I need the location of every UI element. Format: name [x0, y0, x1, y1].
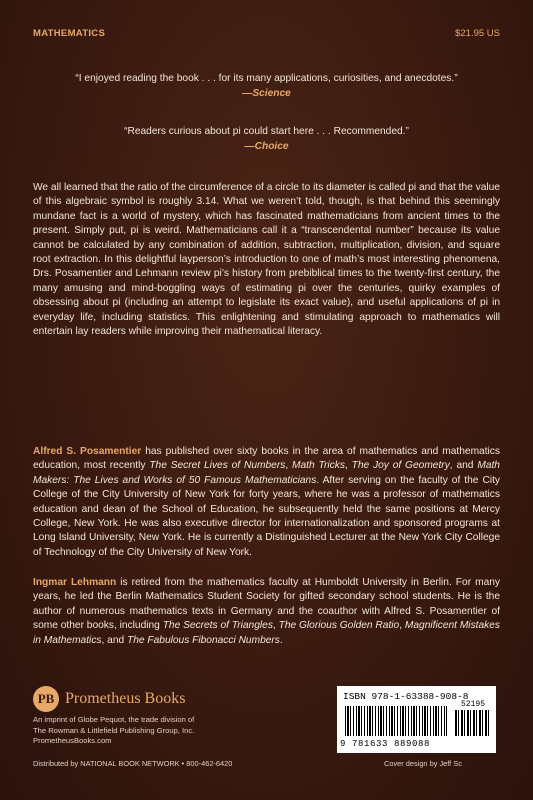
author-name: Ingmar Lehmann — [33, 577, 117, 588]
bio-text: , — [399, 620, 405, 632]
quote-source: —Science — [242, 88, 291, 99]
quote-text: “Readers curious about pi could start here . . . Recommended.” — [124, 126, 409, 137]
bio-text: , and — [449, 460, 478, 472]
book-title: The Glorious Golden Ratio — [278, 620, 400, 632]
distributor-line: Distributed by NATIONAL BOOK NETWORK • 800-462-6420 — [33, 759, 233, 768]
bio-text: is retired from the mathematics faculty at Humboldt University in Berlin. For many years, he led the Berlin Mathematics Student Society for gifted secondary school students. He is the author of numerous mathematics texts in Germany and the coauthor with Alfred S. Posamentier of some other books, including — [33, 577, 500, 632]
quote-source: —Choice — [244, 141, 289, 152]
bio-text: , — [344, 460, 352, 472]
book-title: Math Tricks — [292, 460, 345, 472]
review-quote — [33, 124, 500, 154]
book-title: The Fabulous Fibonacci Numbers — [127, 634, 280, 646]
publisher-name: Prometheus Books — [65, 690, 186, 707]
bio-text: , — [272, 620, 279, 632]
publisher-group-line: The Rowman & Littlefield Publishing Group, Inc. — [33, 725, 195, 735]
quote-text: “I enjoyed reading the book . . . for its many applications, curiosities, and anecdotes.” — [75, 73, 458, 84]
author-name: Alfred S. Posamentier — [33, 446, 142, 457]
bio-text: has published over sixty books in the area of mathematics and mathematics education, most recently — [33, 446, 500, 472]
isbn-number: ISBN 978-1-63388-908-8 — [343, 691, 469, 702]
barcode-price-code: 52195 — [461, 700, 486, 709]
book-title: The Secrets of Triangles — [162, 620, 273, 632]
author-bio-lehmann — [33, 576, 500, 648]
barcode-addon-bars — [455, 710, 489, 736]
publisher-website: PrometheusBooks.com — [33, 736, 112, 745]
book-description: We all learned that the ratio of the circumference of a circle to its diameter is called pi and that the value of this algebraic symbol is roughly 3.14. What we weren’t told, though, is that behind this seemingly mundane fact is a world of mystery, which has fascinated mathematicians from ancient times to the present. Simply put, pi is weird. Mathematicians call it a “transcendental number” because its value cannot be calculated by any combination of addition, subtraction, multiplication, division, and square root extraction. In this delightful layperson’s introduction to one of math’s most interesting phenomena, Drs. Posamentier and Lehmann review pi’s history from prebiblical times to the twenty-first century, the many amusing and mind-boggling ways of estimating pi over the centuries, quirky examples of obsessing about pi (including an attempt to legislate its exact value), and useful applications of pi in everyday life, including statistics. This enlightening and stimulating approach to mathematics will entertain lay readers while improving their mathematical literacy. — [33, 182, 500, 338]
book-title: Math Makers: The Lives and Works of 50 Famous Mathematicians — [33, 460, 500, 486]
isbn-barcode — [337, 686, 496, 753]
publisher-logo-icon: PB — [33, 686, 59, 712]
barcode-bars — [345, 706, 447, 736]
publisher-block — [33, 685, 293, 747]
cover-credit: Cover design by Jeff Sc — [384, 759, 462, 768]
book-title: Magnificent Mistakes in Mathematics — [33, 620, 501, 646]
book-title: The Secret Lives of Numbers — [149, 460, 286, 472]
review-quote — [33, 71, 500, 101]
header-bar — [33, 28, 500, 42]
ean-number: 9 781633 889088 — [340, 739, 431, 749]
bio-text: . After serving on the faculty of the City College of the City University of New York for forty years, where he was a professor of mathematics education and dean of the School of Education, he subsequently held the same positions at Mercy College, New York. He was also executive director for internationalization and sponsored programs at Long Island University, New York. He is currently a Distinguished Lecturer at the New York City College of Technology of the City University of New York. — [33, 474, 500, 558]
publisher-logo — [33, 685, 293, 713]
book-title: The Joy of Geometry — [351, 460, 450, 472]
bio-text: , and — [101, 634, 128, 646]
category-label: MATHEMATICS — [33, 28, 106, 39]
bio-text: . — [279, 634, 283, 646]
bio-text: , — [285, 460, 293, 472]
author-bio-posamentier — [33, 445, 500, 560]
price-label: $21.95 US — [455, 28, 500, 39]
publisher-imprint-line: An imprint of Globe Pequot, the trade division of — [33, 715, 195, 724]
